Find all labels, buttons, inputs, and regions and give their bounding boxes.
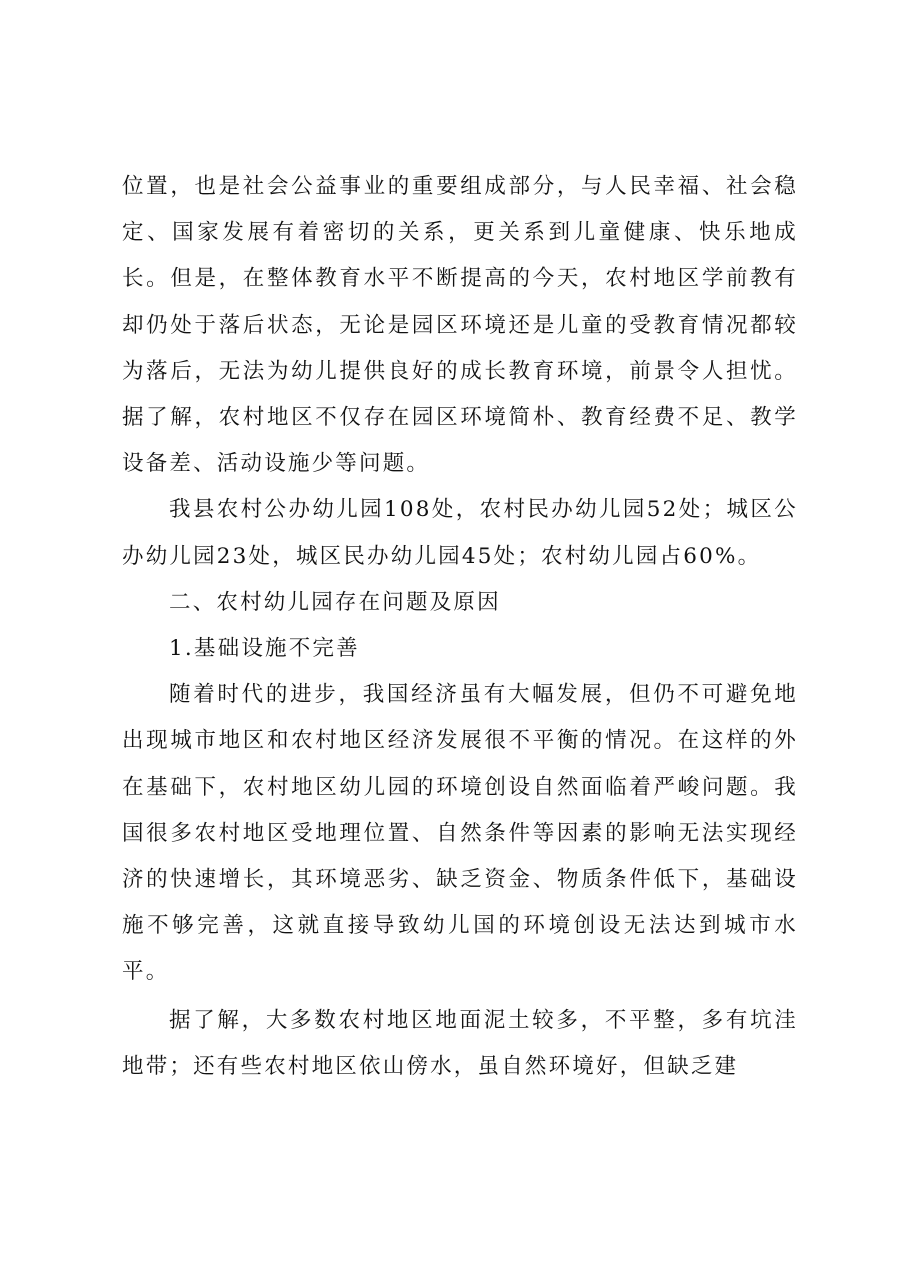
paragraph-continued: 位置，也是社会公益事业的重要组成部分，与人民幸福、社会稳定、国家发展有着密切的关系，更关系到儿童健康、快乐地成长。但是，在整体教育水平不断提高的今天，农村地区学前教有却仍处于落后状态，无论是园区环境还是儿童的受教育情况都较为落后，无法为幼儿提供良好的成长教育环境，前景令人担忧。据了解，农村地区不仅存在园区环境简朴、教育经费不足、教学设备差、活动设施少等问题。 — [122, 174, 798, 477]
paragraph-statistics: 我县农村公办幼儿园108处，农村民办幼儿园52处；城区公办幼儿园23处，城区民办幼儿园45处；农村幼儿园占60%。 — [122, 497, 798, 569]
paragraph-infrastructure: 随着时代的进步，我国经济虽有大幅发展，但仍不可避免地出现城市地区和农村地区经济发展很不平衡的情况。在这样的外在基础下，农村地区幼儿园的环境创设自然面临着严峻问题。我国很多农村地区受地理位置、自然条件等因素的影响无法实现经济的快速增长，其环境恶劣、缺乏资金、物质条件低下，基础设施不够完善，这就直接导致幼儿国的环境创设无法达到城市水平。 — [122, 682, 798, 985]
subsection-heading: 1.基础设施不完善 — [169, 636, 360, 662]
paragraph-terrain: 据了解，大多数农村地区地面泥土较多，不平整，多有坑洼地带；还有些农村地区依山傍水，虽自然环境好，但缺乏建 — [122, 1007, 798, 1079]
section-heading: 二、农村幼儿园存在问题及原因 — [169, 589, 501, 615]
document-body — [122, 164, 798, 1090]
